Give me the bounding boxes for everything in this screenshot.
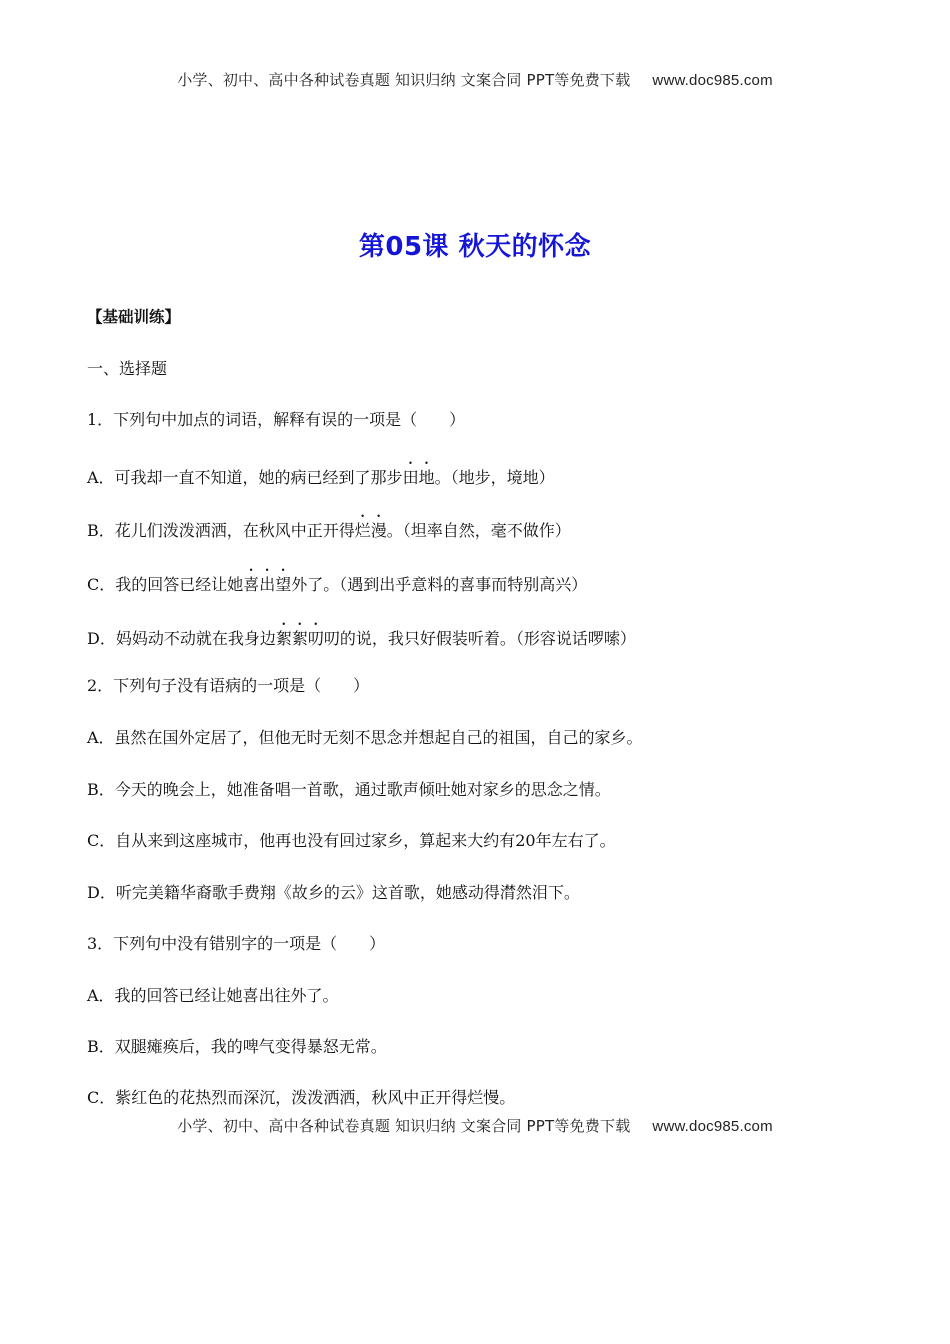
footer-site: www.doc985.com: [652, 1118, 773, 1135]
q2-option-a: A．虽然在国外定居了，但他无时无刻不思念并想起自己的祖国，自己的家乡。: [87, 728, 643, 747]
dotted-word: 喜出望: [243, 575, 292, 594]
q2-option-c: C．自从来到这座城市，他再也没有回过家乡，算起来大约有20年左右了。: [87, 831, 616, 850]
q3-option-b: B．双腿瘫痪后，我的啤气变得暴怒无常。: [87, 1037, 387, 1056]
q2-option-d: D．听完美籍华裔歌手费翔《故乡的云》这首歌，她感动得潸然泪下。: [87, 883, 580, 902]
part-label: 一、选择题: [87, 359, 168, 378]
q3-stem: 3．下列句中没有错别字的一项是（ ）: [87, 934, 386, 953]
dotted-word: 田地: [402, 468, 435, 487]
q1-option-c: C．我的回答已经让她喜出望外了。（遇到出乎意料的喜事而特别高兴）: [87, 575, 588, 594]
lesson-title: 第05课 秋天的怀念: [358, 232, 592, 262]
q1-option-b: B．花儿们泼泼洒洒，在秋风中正开得烂漫。（坦率自然，毫不做作）: [87, 521, 571, 540]
page-footer: [0, 1115, 950, 1136]
q1-stem: 1．下列句中加点的词语，解释有误的一项是（ ）: [87, 410, 466, 429]
dotted-word: 烂漫: [354, 521, 387, 540]
header-site: www.doc985.com: [652, 72, 773, 89]
q1-option-d: D．妈妈动不动就在我身边絮絮叨叨的说，我只好假装听着。（形容说话啰嗦）: [87, 629, 636, 648]
q3-option-c: C．紫红色的花热烈而深沉，泼泼洒洒，秋风中正开得烂慢。: [87, 1088, 516, 1107]
q3-option-a: A．我的回答已经让她喜出往外了。: [87, 986, 339, 1005]
q2-option-b: B．今天的晚会上，她准备唱一首歌，通过歌声倾吐她对家乡的思念之情。: [87, 780, 611, 799]
dotted-word: 絮絮叨: [275, 629, 324, 648]
q1-option-a: A．可我却一直不知道，她的病已经到了那步田地。（地步，境地）: [87, 468, 555, 487]
page-header: [0, 69, 950, 90]
section-label: 【基础训练】: [87, 308, 181, 326]
q2-stem: 2．下列句子没有语病的一项是（ ）: [87, 676, 370, 695]
footer-text: 小学、初中、高中各种试卷真题 知识归纳 文案合同 PPT等免费下载: [177, 1117, 631, 1135]
header-text: 小学、初中、高中各种试卷真题 知识归纳 文案合同 PPT等免费下载: [177, 71, 631, 89]
